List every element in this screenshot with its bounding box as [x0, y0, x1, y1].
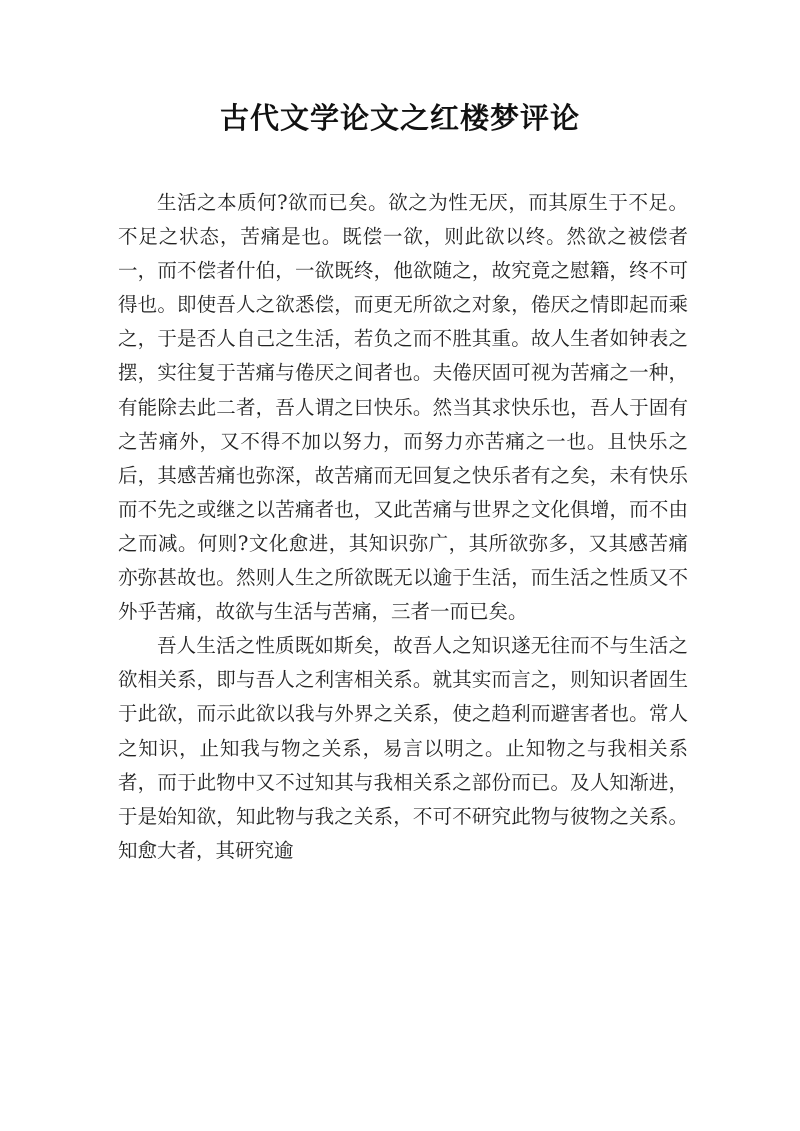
paragraph-1: 生活之本质何?欲而已矣。欲之为性无厌，而其原生于不足。不足之状态，苦痛是也。既偿一欲，则此欲以终。然欲之被偿者一，而不偿者什伯，一欲既终，他欲随之，故究竟之慰籍，终不可得也。即使吾人之欲悉偿，而更无所欲之对象，倦厌之情即起而乘之，于是否人自己之生活，若负之而不胜其重。故人生者如钟表之摆，实往复于苦痛与倦厌之间者也。夫倦厌固可视为苦痛之一种，有能除去此二者，吾人谓之曰快乐。然当其求快乐也，吾人于固有之苦痛外，又不得不加以努力，而努力亦苦痛之一也。且快乐之后，其感苦痛也弥深，故苦痛而无回复之快乐者有之矣，未有快乐而不先之或继之以苦痛者也，又此苦痛与世界之文化俱增，而不由之而减。何则?文化愈进，其知识弥广，其所欲弥多，又其感苦痛亦弥甚故也。然则人生之所欲既无以逾于生活，而生活之性质又不外乎苦痛，故欲与生活与苦痛，三者一而已矣。 [118, 191, 688, 624]
document-title: 古代文学论文之红楼梦评论 [219, 101, 580, 135]
paragraph-2: 吾人生活之性质既如斯矣，故吾人之知识遂无往而不与生活之欲相关系，即与吾人之利害相关系。就其实而言之，则知识者固生于此欲，而示此欲以我与外界之关系，使之趋利而避害者也。常人之知识，止知我与物之关系，易言以明之。止知物之与我相关系者，而于此物中又不过知其与我相关系之部份而已。及人知渐进，于是始知欲，知此物与我之关系，不可不研究此物与彼物之关系。知愈大者，其研究逾 [118, 634, 688, 862]
document-body [118, 186, 688, 868]
